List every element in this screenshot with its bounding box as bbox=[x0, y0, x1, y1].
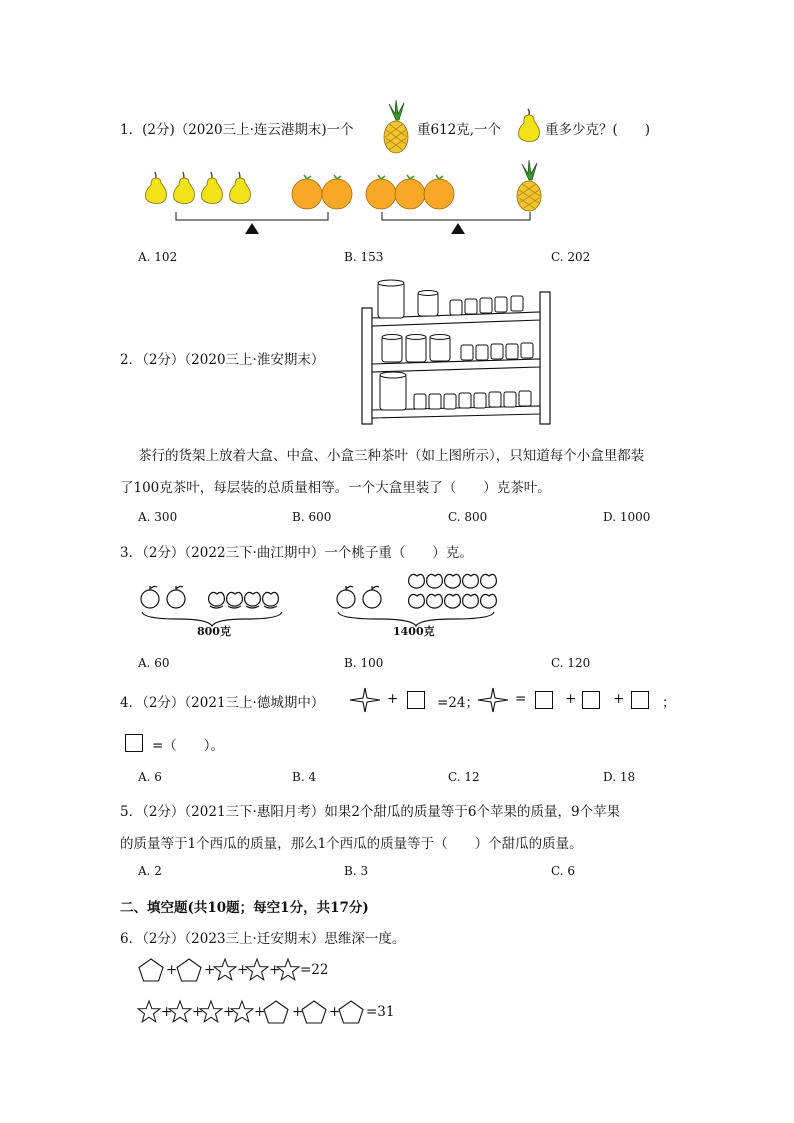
q1-text-a: 1．(2分)（2020三上·连云港期末)一个 bbox=[120, 122, 354, 138]
q1-option-b[interactable]: B. 153 bbox=[344, 250, 384, 264]
pentagon-icon bbox=[176, 958, 202, 982]
pineapple-icon bbox=[381, 100, 411, 155]
q1-balance-right bbox=[362, 160, 552, 240]
q2-paragraph-line1: 茶行的货架上放着大盒、中盒、小盒三种茶叶（如上图所示），只知道每个小盒里都装 bbox=[138, 448, 645, 464]
peach-row-bottom bbox=[409, 594, 497, 608]
q6-plus: + bbox=[192, 1004, 204, 1020]
square-icon bbox=[125, 734, 143, 752]
star-icon bbox=[168, 1000, 192, 1023]
apple-icon bbox=[363, 586, 381, 608]
q4-semicolon: ； bbox=[662, 695, 676, 711]
square-icon bbox=[535, 691, 553, 709]
pear-icon bbox=[146, 172, 167, 204]
star-icon bbox=[137, 1000, 161, 1023]
q4-option-b[interactable]: B. 4 bbox=[292, 770, 317, 784]
q6-plus: + bbox=[161, 1004, 173, 1020]
peach-icon bbox=[263, 592, 279, 608]
q6-plus: + bbox=[166, 962, 178, 978]
square-icon bbox=[582, 691, 600, 709]
square-icon bbox=[407, 691, 425, 709]
pear-icon bbox=[514, 107, 544, 143]
q4-answer-blank: =（ ）。 bbox=[152, 738, 225, 754]
q4-option-d[interactable]: D. 18 bbox=[603, 770, 636, 784]
q1-option-c[interactable]: C. 202 bbox=[551, 250, 591, 264]
four-point-star-icon bbox=[350, 688, 380, 712]
q6-plus: + bbox=[223, 1004, 235, 1020]
tea-shelf-illustration bbox=[360, 278, 554, 428]
peach-row-top bbox=[409, 574, 497, 588]
pear-icon bbox=[202, 172, 223, 204]
orange-icon bbox=[322, 175, 352, 209]
q4-plus-1: + bbox=[387, 691, 399, 707]
peach-icon bbox=[245, 592, 261, 608]
peach-icon bbox=[227, 592, 243, 608]
pineapple-icon bbox=[517, 160, 541, 211]
square-icon bbox=[631, 691, 649, 709]
q3-text: 3．（2分）（2022三下·曲江期中）一个桃子重（ ）克。 bbox=[120, 545, 473, 561]
q5-option-a[interactable]: A. 2 bbox=[138, 864, 162, 878]
q5-option-b[interactable]: B. 3 bbox=[344, 864, 369, 878]
apple-icon bbox=[167, 586, 185, 608]
pear-icon bbox=[174, 172, 195, 204]
section-title: 二、填空题(共10题；每空1分，共17分) bbox=[120, 900, 369, 916]
q3-label-right: 1400克 bbox=[393, 625, 435, 638]
q2-option-d[interactable]: D. 1000 bbox=[603, 510, 651, 524]
q1-balance-left bbox=[140, 168, 360, 238]
q6-plus: + bbox=[292, 1004, 304, 1020]
q2-option-a[interactable]: A. 300 bbox=[138, 510, 178, 524]
q4-option-c[interactable]: C. 12 bbox=[448, 770, 480, 784]
q1-option-a[interactable]: A. 102 bbox=[138, 250, 178, 264]
q2-option-c[interactable]: C. 800 bbox=[448, 510, 488, 524]
q5-line2: 的质量等于1个西瓜的质量，那么1个西瓜的质量等于（ ）个甜瓜的质量。 bbox=[120, 836, 583, 852]
orange-icon bbox=[395, 175, 425, 209]
q1-text-c: 重多少克？( ) bbox=[545, 122, 651, 138]
q6-plus: + bbox=[269, 962, 281, 978]
star-icon bbox=[230, 1000, 254, 1023]
q4-option-a[interactable]: A. 6 bbox=[138, 770, 162, 784]
pentagon-icon bbox=[263, 1000, 289, 1024]
q5-option-c[interactable]: C. 6 bbox=[551, 864, 576, 878]
q1-text-b: 重612克,一个 bbox=[417, 122, 502, 138]
star-icon bbox=[199, 1000, 223, 1023]
q3-option-b[interactable]: B. 100 bbox=[344, 656, 384, 670]
four-point-star-icon bbox=[478, 688, 508, 712]
star-icon bbox=[276, 958, 300, 981]
q6-text: 6．（2分）（2023三上·迁安期末）思维深一度。 bbox=[120, 931, 406, 947]
apple-icon bbox=[337, 586, 355, 608]
q3-label-left: 800克 bbox=[197, 625, 231, 638]
q6-plus: + bbox=[204, 962, 216, 978]
q3-option-a[interactable]: A. 60 bbox=[138, 656, 170, 670]
star-icon bbox=[245, 958, 269, 981]
q4-equals: = bbox=[515, 691, 527, 707]
q5-line1: 5．（2分）（2021三下·惠阳月考）如果2个甜瓜的质量等于6个苹果的质量，9个苹果 bbox=[120, 804, 621, 820]
q4-plus-3: + bbox=[613, 691, 625, 707]
pentagon-icon bbox=[138, 958, 164, 982]
q4-text: 4．（2分）（2021三上·德城期中） bbox=[120, 695, 325, 711]
q6-eq1: =22 bbox=[300, 962, 329, 978]
orange-icon bbox=[424, 175, 454, 209]
q4-eq24: =24； bbox=[437, 695, 479, 711]
pear-icon bbox=[230, 172, 251, 204]
q2-option-b[interactable]: B. 600 bbox=[292, 510, 332, 524]
q6-plus: + bbox=[329, 1004, 341, 1020]
q4-plus-2: + bbox=[565, 691, 577, 707]
orange-icon bbox=[366, 175, 396, 209]
orange-icon bbox=[292, 175, 322, 209]
pentagon-icon bbox=[301, 1000, 327, 1024]
star-icon bbox=[213, 958, 237, 981]
q2-paragraph-line2: 了100克茶叶，每层装的总质量相等。一个大盒里装了（ ）克茶叶。 bbox=[120, 480, 551, 496]
q6-eq2: =31 bbox=[366, 1004, 395, 1020]
apple-icon bbox=[141, 586, 159, 608]
pentagon-icon bbox=[338, 1000, 364, 1024]
q6-plus: + bbox=[237, 962, 249, 978]
peach-icon bbox=[209, 592, 225, 608]
q3-option-c[interactable]: C. 120 bbox=[551, 656, 591, 670]
q6-plus: + bbox=[254, 1004, 266, 1020]
q2-text: 2．（2分）（2020三上·淮安期末） bbox=[120, 352, 325, 368]
